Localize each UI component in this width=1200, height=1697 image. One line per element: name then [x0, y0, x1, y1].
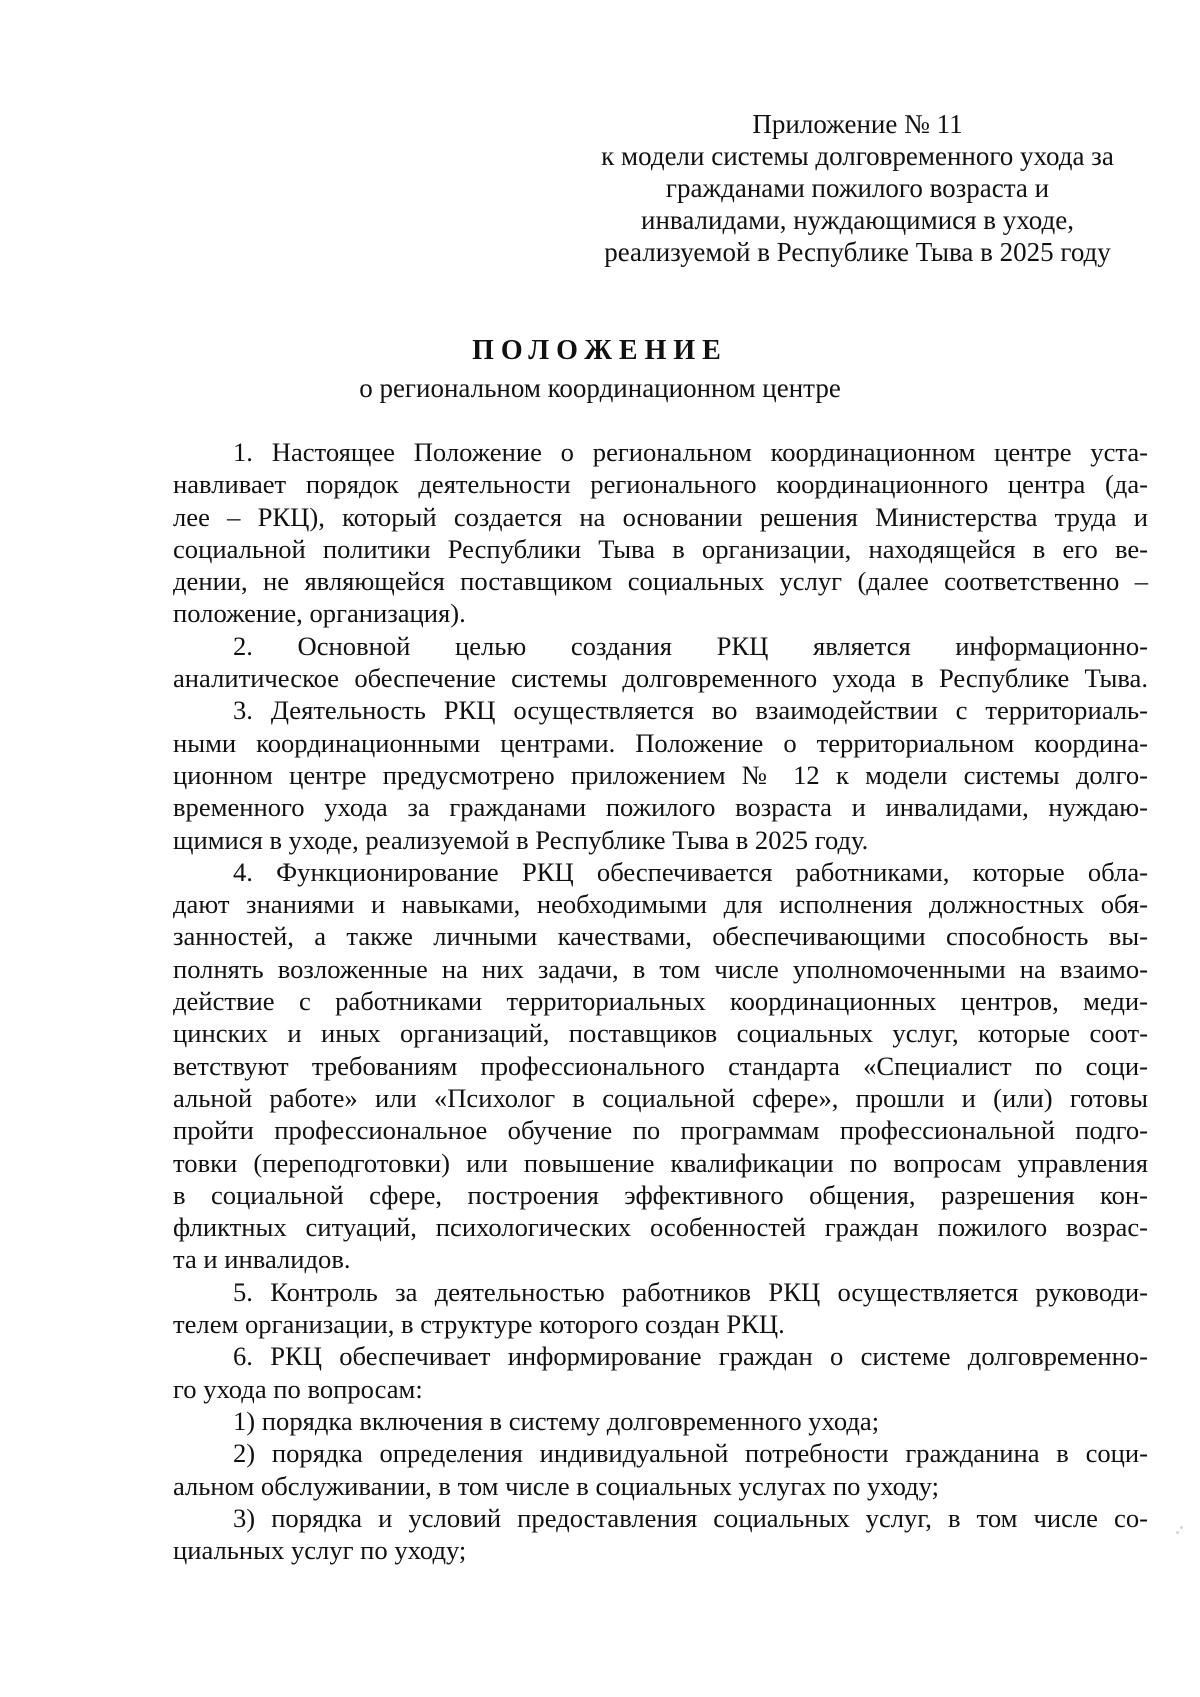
appendix-line: гражданами пожилого возраста и	[665, 173, 1050, 203]
body-line: занностей, а также личными качествами, обеспечивающими способность вы-	[173, 921, 1148, 952]
appendix-header	[540, 108, 1175, 268]
body-line: 1) порядка включения в систему долговременного ухода;	[233, 1405, 880, 1436]
body-line: го ухода по вопросам:	[173, 1373, 423, 1404]
body-line: 3. Деятельность РКЦ осуществляется во взаимодействии с территориаль-	[233, 695, 1148, 726]
body-line: временного ухода за гражданами пожилого возраста и инвалидами, нуждаю-	[173, 792, 1148, 823]
appendix-line: реализуемой в Республике Тыва в 2025 году	[604, 237, 1111, 267]
body-line: 2) порядка определения индивидуальной потребности гражданина в соци-	[233, 1438, 1148, 1469]
body-line: телем организации, в структуре которого создан РКЦ.	[173, 1309, 785, 1340]
document-title: ПОЛОЖЕНИЕ	[472, 335, 728, 366]
body-line: 3) порядка и условий предоставления социальных услуг, в том числе со-	[233, 1502, 1148, 1533]
body-line: цинских и иных организаций, поставщиков социальных услуг, которые соот-	[173, 1018, 1148, 1049]
appendix-line: к модели системы долговременного ухода за	[601, 141, 1114, 171]
body-line: альной работе» или «Психолог в социальной сфере», прошли и (или) готовы	[173, 1082, 1148, 1113]
appendix-line: инвалидами, нуждающимися в уходе,	[641, 205, 1074, 235]
body-line: 6. РКЦ обеспечивает информирование граждан о системе долговременно-	[233, 1341, 1148, 1372]
scan-speck	[1180, 1526, 1183, 1529]
body-line: 4. Функционирование РКЦ обеспечивается работниками, которые обла-	[233, 856, 1148, 887]
body-line: ционном центре предусмотрено приложением № 12 к модели системы долго-	[173, 759, 1148, 790]
document-body	[173, 436, 1148, 1566]
body-line: в социальной сфере, построения эффективного общения, разрешения кон-	[173, 1179, 1148, 1210]
body-line: социальной политики Республики Тыва в организации, находящейся в его ве-	[173, 533, 1148, 564]
body-line: фликтных ситуаций, психологических особенностей граждан пожилого возрас-	[173, 1212, 1148, 1243]
body-line: ными координационными центрами. Положение о территориальном координа-	[173, 727, 1148, 758]
body-line: та и инвалидов.	[173, 1244, 351, 1275]
body-line: аналитическое обеспечение системы долговременного ухода в Республике Тыва.	[173, 663, 1148, 694]
body-line: действие с работниками территориальных координационных центров, меди-	[173, 986, 1148, 1017]
body-line: 1. Настоящее Положение о региональном координационном центре уста-	[233, 437, 1148, 467]
body-line: 2. Основной целью создания РКЦ является информационно-	[233, 630, 1148, 661]
body-line: положение, организация).	[173, 598, 466, 629]
scan-speck	[1176, 1531, 1179, 1534]
body-line: 5. Контроль за деятельностью работников РКЦ осуществляется руководи-	[233, 1276, 1148, 1307]
body-line: навливает порядок деятельности регионального координационного центра (да-	[173, 469, 1148, 500]
document-subtitle: о региональном координационном центре	[359, 373, 841, 403]
body-line: дают знаниями и навыками, необходимыми для исполнения должностных обя-	[173, 889, 1148, 920]
body-line: пройти профессиональное обучение по программам профессиональной подго-	[173, 1115, 1148, 1146]
appendix-number: Приложение № 11	[752, 109, 963, 139]
body-line: полнять возложенные на них задачи, в том числе уполномоченными на взаимо-	[173, 953, 1148, 984]
body-line: товки (переподготовки) или повышение квалификации по вопросам управления	[173, 1147, 1148, 1178]
body-line: щимися в уходе, реализуемой в Республике Тыва в 2025 году.	[173, 824, 869, 855]
body-line: циальных услуг по уходу;	[173, 1535, 467, 1566]
body-line: дении, не являющейся поставщиком социальных услуг (далее соответственно –	[173, 566, 1148, 597]
body-line: альном обслуживании, в том числе в социальных услугах по уходу;	[173, 1470, 939, 1501]
body-line: лее – РКЦ), который создается на основании решения Министерства труда и	[173, 501, 1148, 532]
body-line: ветствуют требованиям профессионального стандарта «Специалист по соци-	[173, 1050, 1148, 1081]
